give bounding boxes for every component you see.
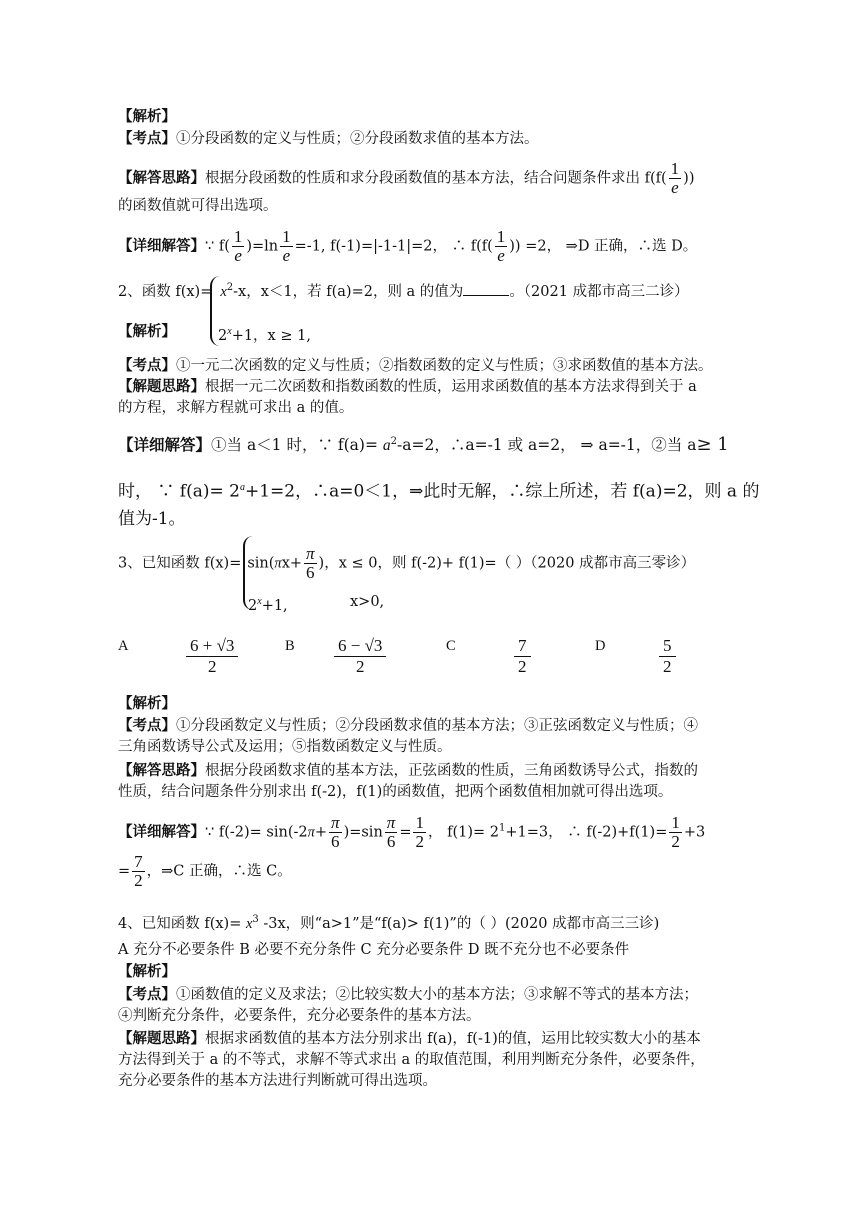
xiangxi-3: 【详细解答】∵ f(-2)= sin(-2π+ $\frac{\pi}{6}$ )=sin $\frac{\pi}{6}$ = $\frac{1}{2}$ ， $f(1)= 2^1+1=3$， ∴ f(-2)+f(1)= $\frac{1}{2}$ +3 bbox=[118, 813, 706, 851]
silu-4: 【解题思路】根据求函数值的基本方法分别求出 f(a)，f(-1)的值，运用比较实数大小的基本 bbox=[118, 1030, 701, 1047]
option-b-value[interactable]: 6 − √3 2 bbox=[334, 636, 386, 677]
silu-4-cont: 方法得到关于 a 的不等式，求解不等式求出 a 的取值范围，利用判断充分条件，必要条件， bbox=[118, 1052, 705, 1068]
option-d-label[interactable]: D bbox=[595, 638, 606, 654]
option-c-label[interactable]: C bbox=[446, 638, 456, 654]
q2-stem: 2、函数 $f(x)= x^2-x$，x＜1，若 f(a)=2，则 a 的值为 。（2021 成都市高三二诊） bbox=[118, 282, 689, 300]
q2-case2: $2^x+1$，x ≥ 1, bbox=[218, 326, 311, 344]
frac-1-over-e: $\frac{1}{e}$ bbox=[496, 227, 506, 265]
q3-case2: $2^x+1$, bbox=[248, 596, 288, 614]
option-b-label[interactable]: B bbox=[285, 638, 295, 654]
silu-1-cont: 的函数值就可得出选项。 bbox=[118, 198, 278, 214]
xiangxi-3-cont: = $\frac{7}{2}$ ，⇒C 正确，∴选 C。 bbox=[118, 852, 292, 890]
q3-stem: 3、已知函数 f(x)= sin(πx+ $\frac{\pi}{6}$ )，x ≤ 0，则 f(-2)+ f(1)=（ ）（2020 成都市高三零诊） bbox=[118, 544, 696, 582]
xiangxi-2: 【详细解答】①当 a＜1 时，∵ $f(a)= a^2-a=2$，∴a=-1 或 a=2， ⇒ a=-1，②当 a≥ 1 bbox=[118, 434, 729, 456]
frac-1-over-e: $\frac{1}{e}$ bbox=[233, 227, 243, 265]
q4-stem: 4、已知函数 $f(x)= x^3$ -3x，则“a>1”是“f(a)> f(1)”的（ ）(2020 成都市高三三诊) bbox=[118, 914, 660, 932]
frac-pi-over-6: $\frac{\pi}{6}$ bbox=[306, 544, 315, 582]
silu-2: 【解题思路】根据一元二次函数和指数函数的性质，运用求函数值的基本方法求得到关于 a bbox=[118, 378, 697, 395]
xiangxi-2-end: 值为-1。 bbox=[118, 509, 186, 529]
silu-2-cont: 的方程，求解方程就可求出 a 的值。 bbox=[118, 400, 354, 416]
jiexi-heading-1: 【解析】 bbox=[118, 108, 176, 125]
kaodian-4-cont: ④判断充分条件，必要条件，充分必要条件的基本方法。 bbox=[118, 1008, 481, 1024]
frac-pi-over-6: $\frac{\pi}{6}$ bbox=[386, 813, 396, 851]
kaodian-3: 【考点】①分段函数定义与性质；②分段函数求值的基本方法；③正弦函数定义与性质；④ bbox=[118, 717, 698, 734]
kaodian-4: 【考点】①函数值的定义及求法；②比较实数大小的基本方法；③求解不等式的基本方法； bbox=[118, 986, 698, 1003]
jiexi-heading-4: 【解析】 bbox=[118, 963, 176, 980]
frac-1-over-2: $\frac{1}{2}$ bbox=[671, 813, 680, 851]
option-a-label[interactable]: A bbox=[118, 638, 129, 654]
frac-1-over-e: $\frac{1}{e}$ bbox=[670, 159, 680, 197]
q4-options[interactable]: A 充分不必要条件 B 必要不充分条件 C 充分必要条件 D 既不充分也不必要条件 bbox=[118, 942, 630, 958]
silu-4-end: 充分必要条件的基本方法进行判断就可得出选项。 bbox=[118, 1073, 437, 1089]
answer-blank bbox=[463, 281, 509, 296]
xiangxi-2-cont: 时， ∵ $f(a)= 2^a+1=2$，∴a=0＜1，⇒此时无解，∴综上所述，若 f(a)=2，则 a 的 bbox=[118, 481, 760, 502]
frac-1-over-2: $\frac{1}{2}$ bbox=[415, 813, 424, 851]
frac-pi-over-6: $\frac{\pi}{6}$ bbox=[331, 813, 340, 851]
option-c-value[interactable]: 7 2 bbox=[514, 636, 531, 677]
jiexi-heading-3: 【解析】 bbox=[118, 695, 176, 712]
frac-1-over-e: $\frac{1}{e}$ bbox=[282, 227, 291, 265]
option-a-value[interactable]: 6 + √3 2 bbox=[186, 636, 238, 677]
silu-3: 【解答思路】根据分段函数求值的基本方法，正弦函数的性质，三角函数诱导公式，指数的 bbox=[118, 762, 698, 779]
q3-case2-cond: x>0, bbox=[350, 594, 385, 610]
kaodian-2: 【考点】①一元二次函数的定义与性质；②指数函数的定义与性质；③求函数值的基本方法。 bbox=[118, 357, 713, 374]
kaodian-3-cont: 三角函数诱导公式及运用；⑤指数函数定义与性质。 bbox=[118, 739, 452, 755]
frac-7-over-2: $\frac{7}{2}$ bbox=[134, 852, 143, 890]
kaodian-1: 【考点】①分段函数的定义与性质；②分段函数求值的基本方法。 bbox=[118, 130, 539, 147]
jiexi-heading-2: 【解析】 bbox=[118, 323, 176, 340]
xiangxi-1: 【详细解答】∵ f( $\frac{1}{e}$ )=ln $\frac{1}{e}$ =-1, f(-1)=|-1-1|=2， ∴ f(f( $\frac{1}{e}$ )) =2， ⇒D 正确，∴选 D。 bbox=[118, 227, 698, 265]
silu-1: 【解答思路】根据分段函数的性质和求分段函数值的基本方法，结合问题条件求出 f(f( $\frac{1}{e}$ )) bbox=[118, 159, 695, 197]
silu-3-cont: 性质，结合问题条件分别求出 f(-2)，f(1)的函数值，把两个函数值相加就可得出选项。 bbox=[118, 784, 673, 800]
option-d-value[interactable]: 5 2 bbox=[659, 636, 676, 677]
